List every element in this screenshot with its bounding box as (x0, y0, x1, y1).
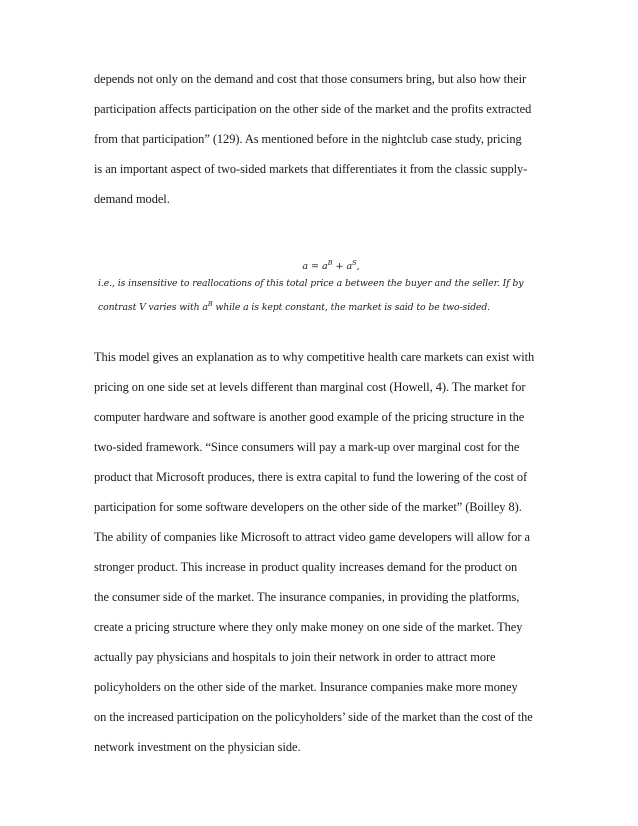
text-line: on the increased participation on the policyholders’ side of the market than the cost of the (94, 710, 533, 724)
text-line: network investment on the physician side. (94, 740, 301, 754)
paragraph-1 (94, 64, 554, 214)
equation (98, 252, 558, 274)
text-line: create a pricing structure where they only make money on one side of the market. They (94, 620, 523, 634)
excerpt-line-2-superscript: B (207, 300, 213, 308)
text-line: product that Microsoft produces, there is extra capital to fund the lowering of the cost of (94, 470, 528, 484)
text-line: computer hardware and software is another good example of the pricing structure in the (94, 410, 525, 424)
equation-superscript-s: S (352, 259, 357, 267)
excerpt-line-2-start: contrast V varies with a (98, 302, 208, 313)
text-line: is an important aspect of two-sided markets that differentiates it from the classic supply- (94, 162, 528, 176)
text-line: two-sided framework. “Since consumers will pay a mark-up over marginal cost for the (94, 440, 520, 454)
quoted-excerpt-image (98, 252, 558, 314)
excerpt-line-2 (98, 294, 558, 314)
text-line: depends not only on the demand and cost that those consumers bring, but also how their (94, 72, 527, 86)
equation-lhs: a = a (302, 261, 328, 272)
text-line: stronger product. This increase in product quality increases demand for the product on (94, 560, 518, 574)
text-line: policyholders on the other side of the market. Insurance companies make more money (94, 680, 518, 694)
paragraph-2 (94, 342, 554, 762)
equation-tail: , (356, 261, 360, 272)
equation-plus-term: + a (332, 261, 353, 272)
text-line: demand model. (94, 192, 170, 206)
text-line: actually pay physicians and hospitals to join their network in order to attract more (94, 650, 496, 664)
text-line: pricing on one side set at levels different than marginal cost (Howell, 4). The market for (94, 380, 526, 394)
excerpt-line-2-end: while a is kept constant, the market is said to be two-sided. (212, 302, 491, 313)
equation-superscript-b: B (327, 259, 333, 267)
excerpt-line-1: i.e., is insensitive to reallocations of this total price a between the buyer and the seller. If by (98, 278, 524, 289)
text-line: participation for some software developers on the other side of the market” (Boilley 8). (94, 500, 522, 514)
text-line: The ability of companies like Microsoft to attract video game developers will allow for a (94, 530, 530, 544)
text-line: participation affects participation on the other side of the market and the profits extracted (94, 102, 532, 116)
text-line: This model gives an explanation as to why competitive health care markets can exist with (94, 350, 535, 364)
text-line: from that participation” (129). As mentioned before in the nightclub case study, pricing (94, 132, 522, 146)
text-line: the consumer side of the market. The insurance companies, in providing the platforms, (94, 590, 520, 604)
